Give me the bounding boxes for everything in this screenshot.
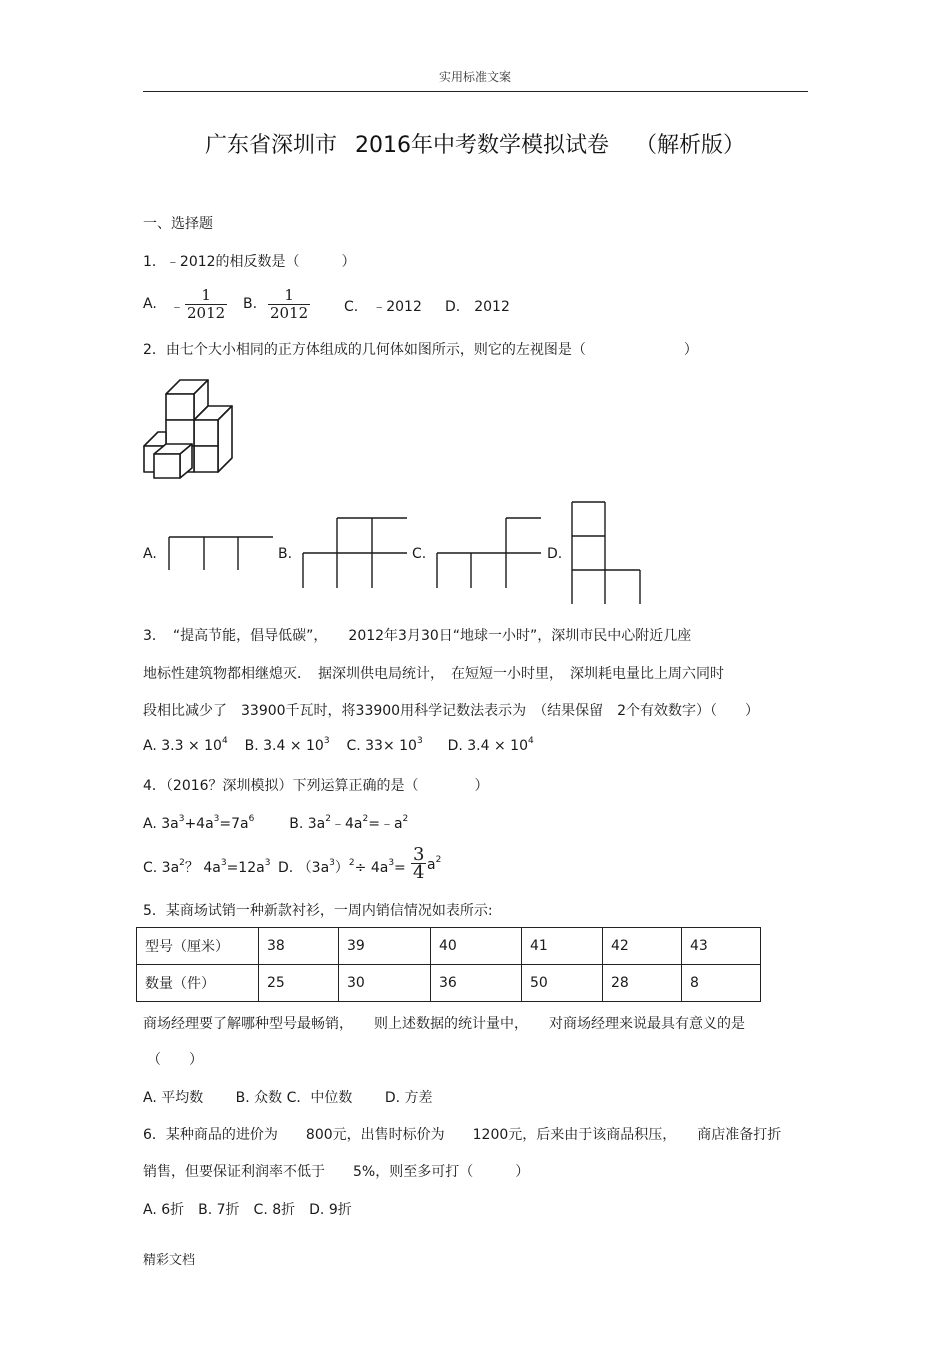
table-cell: 43 [682,928,761,965]
q5-stem: 5．某商场试销一种新款衬衫，一周内销信情况如表所示: [143,903,493,919]
q3-option-c-base: C. 33× 10 [346,738,417,754]
q2-cube-figure [140,378,240,482]
q4-option-c [143,857,270,877]
q4-option-d [278,857,406,877]
table-cell: 8 [682,965,761,1002]
q4-c-e3: 3 [264,858,271,868]
q3-option-c [346,738,422,754]
q4-d-t5: a [427,857,436,873]
q4-a-e3: 6 [248,814,255,824]
q6-line-2: 销售，但要保证利润率不低于 5%，则至多可打（ ） [143,1164,530,1180]
q5-sales-table [136,927,761,1002]
q4-option-d-tail [427,857,441,873]
q4-d-e3: 3 [388,858,395,868]
q2-option-b-label: B. [278,546,293,562]
q6-line-1: 6．某种商品的进价为 800元，出售时标价为 1200元，后来由于该商品积压， 商店准备打折 [143,1127,782,1143]
q3-line-2: 地标性建筑物都相继熄灭． 据深圳供电局统计， 在短短一小时里， 深圳耗电量比上周六同时 [143,666,724,682]
table-row [137,928,761,965]
table-row [137,965,761,1002]
q2-option-d-figure [571,501,641,605]
q4-c-t2: ？ 4a [184,860,221,876]
page-title [0,128,950,159]
table-cell: 40 [431,928,522,965]
table-cell: 42 [603,928,682,965]
q4-stem: 4．（2016？深圳模拟）下列运算正确的是（ ） [143,778,489,794]
q1-option-a-sign: ﹣ [170,299,184,315]
q4-options-ab [143,813,408,833]
q1-option-b-label: B. [243,296,258,312]
q1-b-denominator: 2012 [270,304,309,322]
q4-a-t2: +4a [184,816,214,832]
q3-option-b [245,738,330,754]
q3-option-d [448,738,534,754]
q4-d-e1: 3 [329,858,335,868]
q4-c-t3: =12a [226,860,265,876]
q1-option-a-label: A. [143,296,157,312]
table-cell: 30 [339,965,431,1002]
q2-option-a-figure [168,536,274,572]
q3-line-3: 段相比减少了 33900千瓦时，将33900用科学记数法表示为 （结果保留 2个有效数字）（ ） [143,703,759,719]
q3-options [143,738,534,754]
q3-option-c-exp: 3 [416,736,423,746]
q2-option-c-figure [436,517,542,589]
q4-d-t4: = [394,860,406,876]
q4-d-t1: D. （3a [278,860,330,876]
q2-option-b-figure [302,517,408,589]
q4-b-e1: 2 [325,814,331,824]
q1-option-a-fraction [185,287,227,322]
q4-d-numerator: 3 [413,844,425,865]
q3-option-b-exp: 3 [323,736,330,746]
q2-option-d-label: D. [547,546,563,562]
q1-b-numerator: 1 [284,286,294,304]
q3-option-d-exp: 4 [527,736,534,746]
q4-b-t1: B. 3a [289,816,326,832]
q4-option-b [289,816,408,832]
q1-option-c: C. ﹣2012 [344,299,422,315]
page-header: 实用标准文案 [438,70,511,84]
q4-c-e2: 3 [220,858,227,868]
q4-option-d-fraction [411,846,426,881]
q4-d-t3: ÷ 4a [354,860,389,876]
q3-option-a [143,738,228,754]
page-footer: 精彩文档 [143,1253,196,1268]
title-part-2: 2016年中考数学模拟试卷 [355,133,609,158]
q4-a-e2: 3 [213,814,220,824]
q6-options: A. 6折 B. 7折 C. 8折 D. 9折 [143,1202,352,1218]
header-divider [143,91,808,92]
q3-option-a-exp: 4 [221,736,228,746]
table-cell: 36 [431,965,522,1002]
q2-stem: 2．由七个大小相同的正方体组成的几何体如图所示，则它的左视图是（ ） [143,342,698,358]
q3-option-d-base: D. 3.4 × 10 [447,738,528,754]
q1-option-b-fraction [268,287,310,322]
q1-stem: 1．﹣2012的相反数是（ ） [143,254,356,270]
q5-line-2: （ ） [147,1052,203,1068]
q4-a-e1: 3 [178,814,185,824]
table-cell: 50 [522,965,603,1002]
q2-option-a-label: A. [143,546,157,562]
q4-d-e2: 2 [348,858,355,868]
table-cell: 39 [339,928,431,965]
q4-d-t2: ） [334,860,349,876]
section-heading: 一、选择题 [143,216,213,232]
q4-c-e1: 2 [179,858,185,868]
q1-a-denominator: 2012 [187,304,226,322]
q3-option-b-base: B. 3.4 × 10 [244,738,324,754]
table-cell: 数量（件） [137,965,259,1002]
table-cell: 41 [522,928,603,965]
q4-d-denominator: 4 [413,862,425,883]
q2-option-c-label: C. [412,546,427,562]
table-cell: 28 [603,965,682,1002]
q5-line-1: 商场经理要了解哪种型号最畅销， 则上述数据的统计量中， 对商场经理来说最具有意义的是 [143,1016,745,1032]
q4-option-a [143,816,254,832]
q1-option-d: D. 2012 [445,299,510,315]
q4-b-t2: ﹣4a [331,816,363,832]
table-cell: 38 [259,928,339,965]
title-part-1: 广东省深圳市 [204,133,337,158]
table-cell: 型号（厘米） [137,928,259,965]
q4-b-e3: 2 [402,814,409,824]
table-cell: 25 [259,965,339,1002]
q4-a-t1: A. 3a [143,816,179,832]
q3-option-a-base: A. 3.3 × 10 [143,738,222,754]
title-part-3: （解析版） [635,133,746,158]
q4-b-e2: 2 [362,814,369,824]
q4-b-t3: =﹣a [368,816,403,832]
q4-c-t1: C. 3a [143,860,180,876]
q4-d-e5: 2 [435,855,442,865]
q5-options: A. 平均数 B. 众数 C．中位数 D. 方差 [143,1090,433,1106]
q4-a-t3: =7a [219,816,249,832]
q3-line-1: 3． “提高节能，倡导低碳”， 2012年3月30日“地球一小时”，深圳市民中心附近几座 [143,628,692,644]
q1-a-numerator: 1 [201,286,211,304]
